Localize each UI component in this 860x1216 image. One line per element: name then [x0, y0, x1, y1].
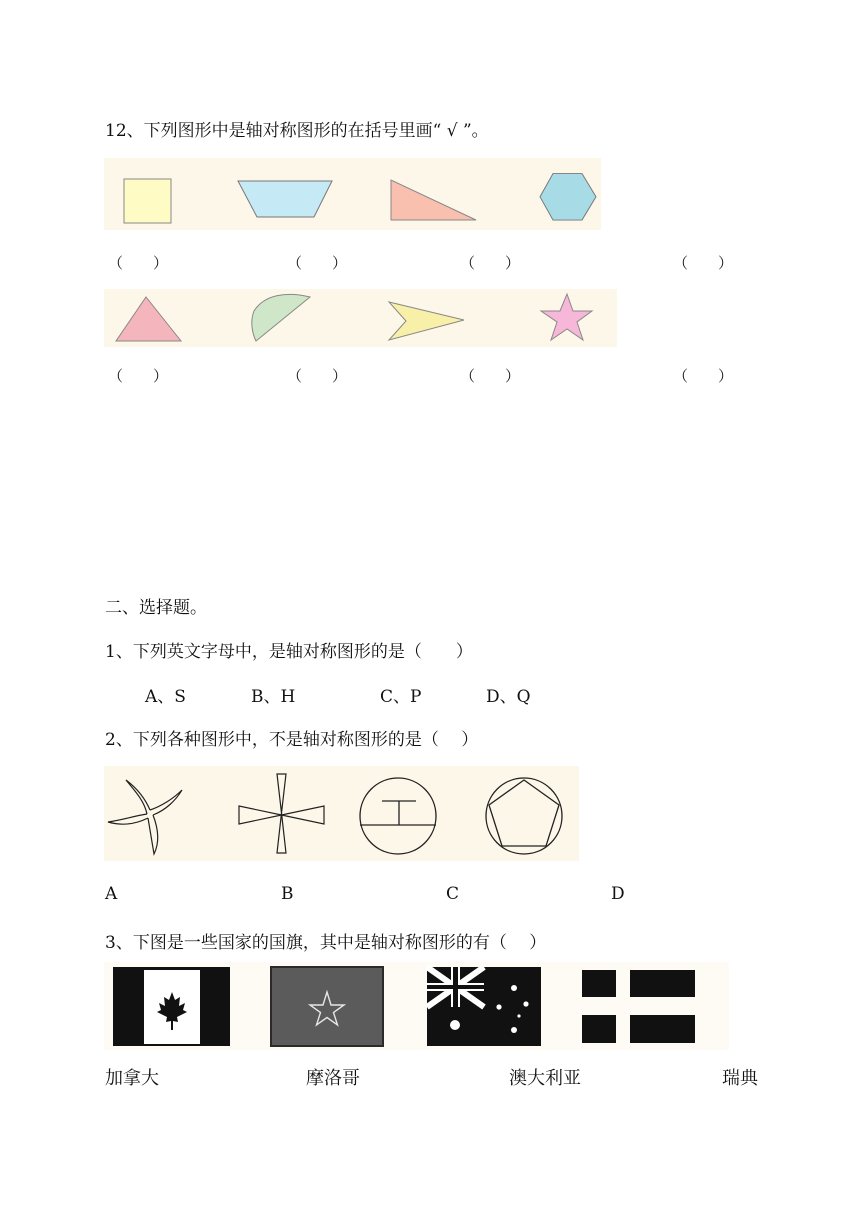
australia-flag-icon [427, 967, 541, 1046]
paren-2[interactable]: （ ） [287, 254, 348, 272]
paren-6[interactable]: （ ） [287, 367, 348, 385]
fan-sector-icon [252, 294, 310, 341]
paren-1[interactable]: （ ） [108, 254, 169, 272]
q3-country-1: 加拿大 [105, 1068, 159, 1089]
circle-pattern-icon [360, 778, 436, 854]
q1-option-d[interactable]: D、Q [486, 687, 531, 707]
q2-label-d[interactable]: D [611, 884, 625, 904]
cross-triangles-icon [239, 774, 324, 853]
trapezoid-icon [238, 181, 332, 217]
q3-prompt: 3、下图是一些国家的国旗，其中是轴对称图形的有（ ） [105, 933, 547, 953]
pinwheel-icon [108, 780, 182, 854]
q12-prompt: 12、下列图形中是轴对称图形的在括号里画“ √ ”。 [105, 121, 489, 141]
hexagon-icon [540, 174, 596, 221]
q2-prompt: 2、下列各种图形中，不是轴对称图形的是（ ） [105, 730, 479, 750]
q1-prompt: 1、下列英文字母中，是轴对称图形的是（ ） [105, 642, 473, 662]
arrowhead-icon [389, 302, 464, 340]
right-triangle-icon [391, 180, 476, 220]
pentagon-in-circle-icon [486, 778, 562, 854]
q3-flags [104, 962, 729, 1050]
square-icon [124, 179, 171, 223]
section-title: 二、选择题。 [105, 598, 207, 618]
paren-5[interactable]: （ ） [108, 367, 169, 385]
isosceles-triangle-icon [116, 297, 181, 341]
q1-option-b[interactable]: B、H [251, 687, 296, 707]
sweden-flag-icon [582, 970, 695, 1043]
q2-figures [104, 766, 579, 861]
q3-country-3: 澳大利亚 [509, 1068, 581, 1089]
paren-8[interactable]: （ ） [673, 367, 734, 385]
q3-country-4: 瑞典 [722, 1068, 758, 1089]
paren-3[interactable]: （ ） [460, 254, 521, 272]
q12-shapes-row-2 [104, 289, 617, 347]
q2-label-a[interactable]: A [105, 884, 118, 904]
q1-option-c[interactable]: C、P [380, 687, 422, 707]
paren-7[interactable]: （ ） [460, 367, 521, 385]
q3-country-2: 摩洛哥 [306, 1068, 360, 1089]
paren-4[interactable]: （ ） [673, 254, 734, 272]
canada-flag-icon [113, 967, 230, 1046]
q12-shapes-row-1 [104, 158, 601, 230]
morocco-flag-icon [271, 967, 383, 1046]
star-icon [541, 294, 592, 340]
q2-label-b[interactable]: B [281, 884, 294, 904]
q1-option-a[interactable]: A、S [145, 687, 186, 707]
q2-label-c[interactable]: C [446, 884, 460, 904]
